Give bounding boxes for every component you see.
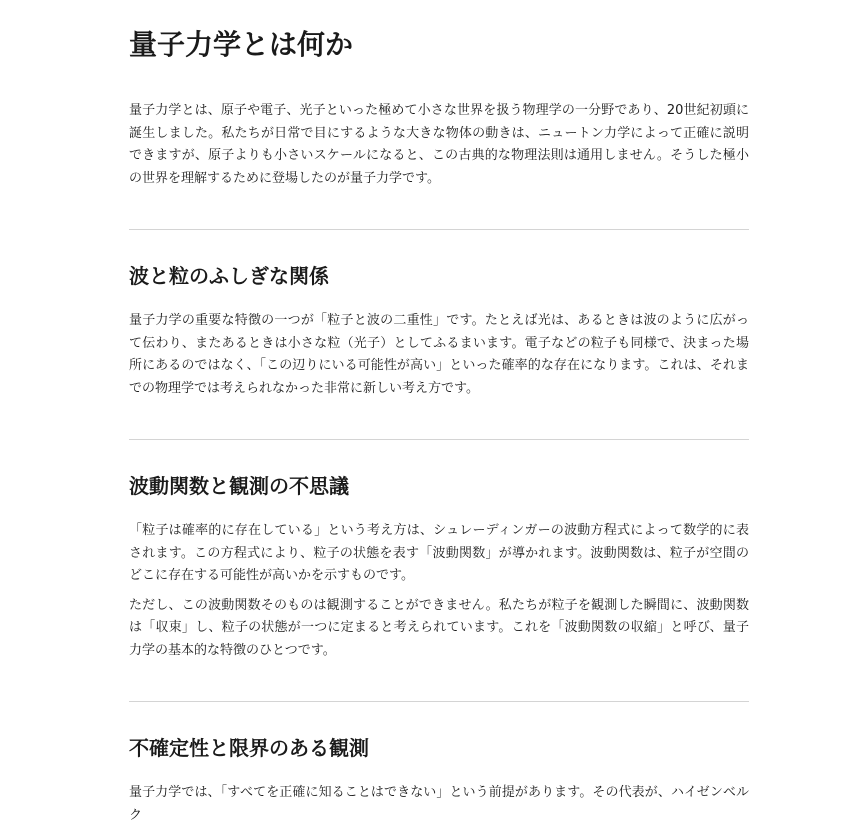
section-uncertainty <box>129 734 749 827</box>
article <box>129 0 749 827</box>
section-paragraph: 量子力学の重要な特徴の一つが「粒子と波の二重性」です。たとえば光は、あるときは波のように広がって伝わり、またあるときは小さな粒（光子）としてふるまいます。電子などの粒子も同様で、決まった場所にあるのではなく、「この辺りにいる可能性が高い」といった確率的な存在になります。これは、それまでの物理学では考えられなかった非常に新しい考え方です。 <box>129 313 749 396</box>
section-wave-function <box>129 472 749 662</box>
page-title: 量子力学とは何か <box>129 28 354 61</box>
section-paragraph: ただし、この波動関数そのものは観測することができません。私たちが粒子を観測した瞬間に、波動関数は「収束」し、粒子の状態が一つに定まると考えられています。これを「波動関数の収縮」と呼び、量子力学の基本的な特徴のひとつです。 <box>129 597 749 658</box>
intro-paragraph: 量子力学とは、原子や電子、光子といった極めて小さな世界を扱う物理学の一分野であり、20世紀初頭に誕生しました。私たちが日常で目にするような大きな物体の動きは、ニュートン力学によって正確に説明できますが、原子よりも小さいスケールになると、この古典的な物理法則は通用しません。そうした極小の世界を理解するために登場したのが量子力学です。 <box>129 103 749 186</box>
section-divider <box>129 439 749 440</box>
section-wave-particle <box>129 262 749 400</box>
section-divider <box>129 701 749 702</box>
section-heading: 波と粒のふしぎな関係 <box>129 264 329 288</box>
section-paragraph: 量子力学では、「すべてを正確に知ることはできない」という前提があります。その代表が、ハイゼンベルク <box>129 785 749 823</box>
section-paragraph: 「粒子は確率的に存在している」という考え方は、シュレーディンガーの波動方程式によって数学的に表されます。この方程式により、粒子の状態を表す「波動関数」が導かれます。波動関数は、粒子が空間のどこに存在する可能性が高いかを示すものです。 <box>129 523 749 583</box>
section-heading: 不確定性と限界のある観測 <box>129 736 369 760</box>
section-heading: 波動関数と観測の不思議 <box>129 474 349 498</box>
section-divider <box>129 229 749 230</box>
